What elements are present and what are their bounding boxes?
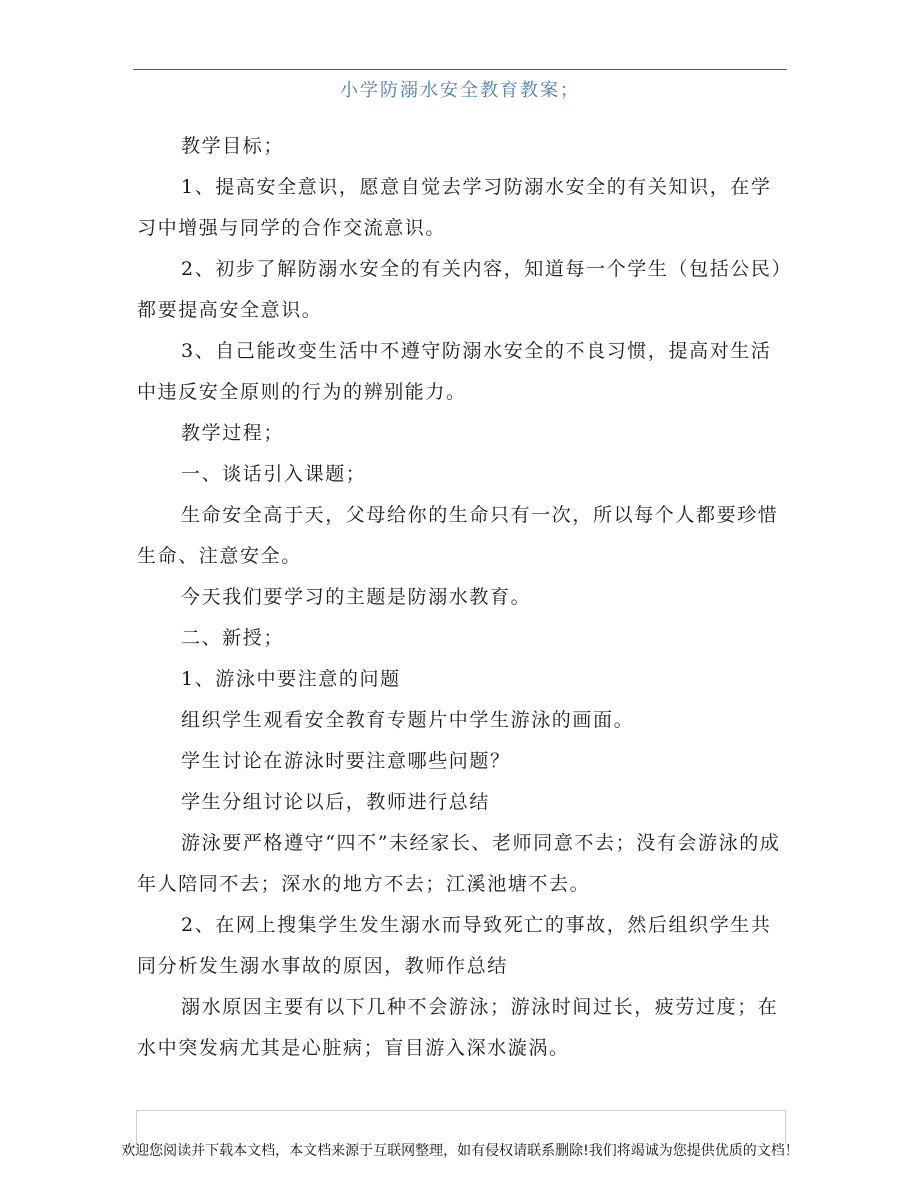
header-rule bbox=[133, 69, 787, 70]
paragraph: 1、游泳中要注意的问题 bbox=[181, 668, 401, 690]
paragraph: 教学过程； bbox=[181, 422, 285, 444]
footer-notice: 欢迎您阅读并下载本文档，本文档来源于互联网整理，如有侵权请联系删除!我们将竭诚为您提供优质的文档！ bbox=[121, 1143, 799, 1159]
paragraph: 3、自己能改变生活中不遵守防溺水安全的不良习惯，提高对生活中违反安全原则的行为的辨别能力。 bbox=[137, 340, 772, 403]
paragraph: 2、初步了解防溺水安全的有关内容，知道每一个学生（包括公民）都要提高安全意识。 bbox=[137, 258, 783, 321]
paragraph: 教学目标； bbox=[181, 135, 285, 157]
document-body bbox=[137, 126, 785, 1069]
paragraph: 二、新授； bbox=[181, 627, 285, 649]
document-title: 小学防溺水安全教育教案； bbox=[340, 80, 580, 101]
paragraph: 学生分组讨论以后，教师进行总结 bbox=[181, 791, 491, 813]
paragraph: 学生讨论在游泳时要注意哪些问题？ bbox=[181, 750, 511, 772]
paragraph: 1、提高安全意识，愿意自觉去学习防溺水安全的有关知识，在学习中增强与同学的合作交流意识。 bbox=[137, 176, 772, 239]
paragraph: 组织学生观看安全教育专题片中学生游泳的画面。 bbox=[181, 709, 635, 731]
paragraph: 今天我们要学习的主题是防溺水教育。 bbox=[181, 586, 532, 608]
paragraph: 生命安全高于天，父母给你的生命只有一次，所以每个人都要珍惜生命、注意安全。 bbox=[137, 504, 779, 567]
paragraph: 一、谈话引入课题； bbox=[181, 463, 367, 485]
paragraph: 游泳要严格遵守“四不”未经家长、老师同意不去；没有会游泳的成年人陪同不去；深水的地方不去；江溪池塘不去。 bbox=[137, 832, 781, 895]
paragraph: 溺水原因主要有以下几种不会游泳；游泳时间过长，疲劳过度；在水中突发病尤其是心脏病；盲目游入深水漩涡。 bbox=[137, 996, 779, 1059]
paragraph: 2、在网上搜集学生发生溺水而导致死亡的事故，然后组织学生共同分析发生溺水事故的原因，教师作总结 bbox=[137, 914, 772, 977]
